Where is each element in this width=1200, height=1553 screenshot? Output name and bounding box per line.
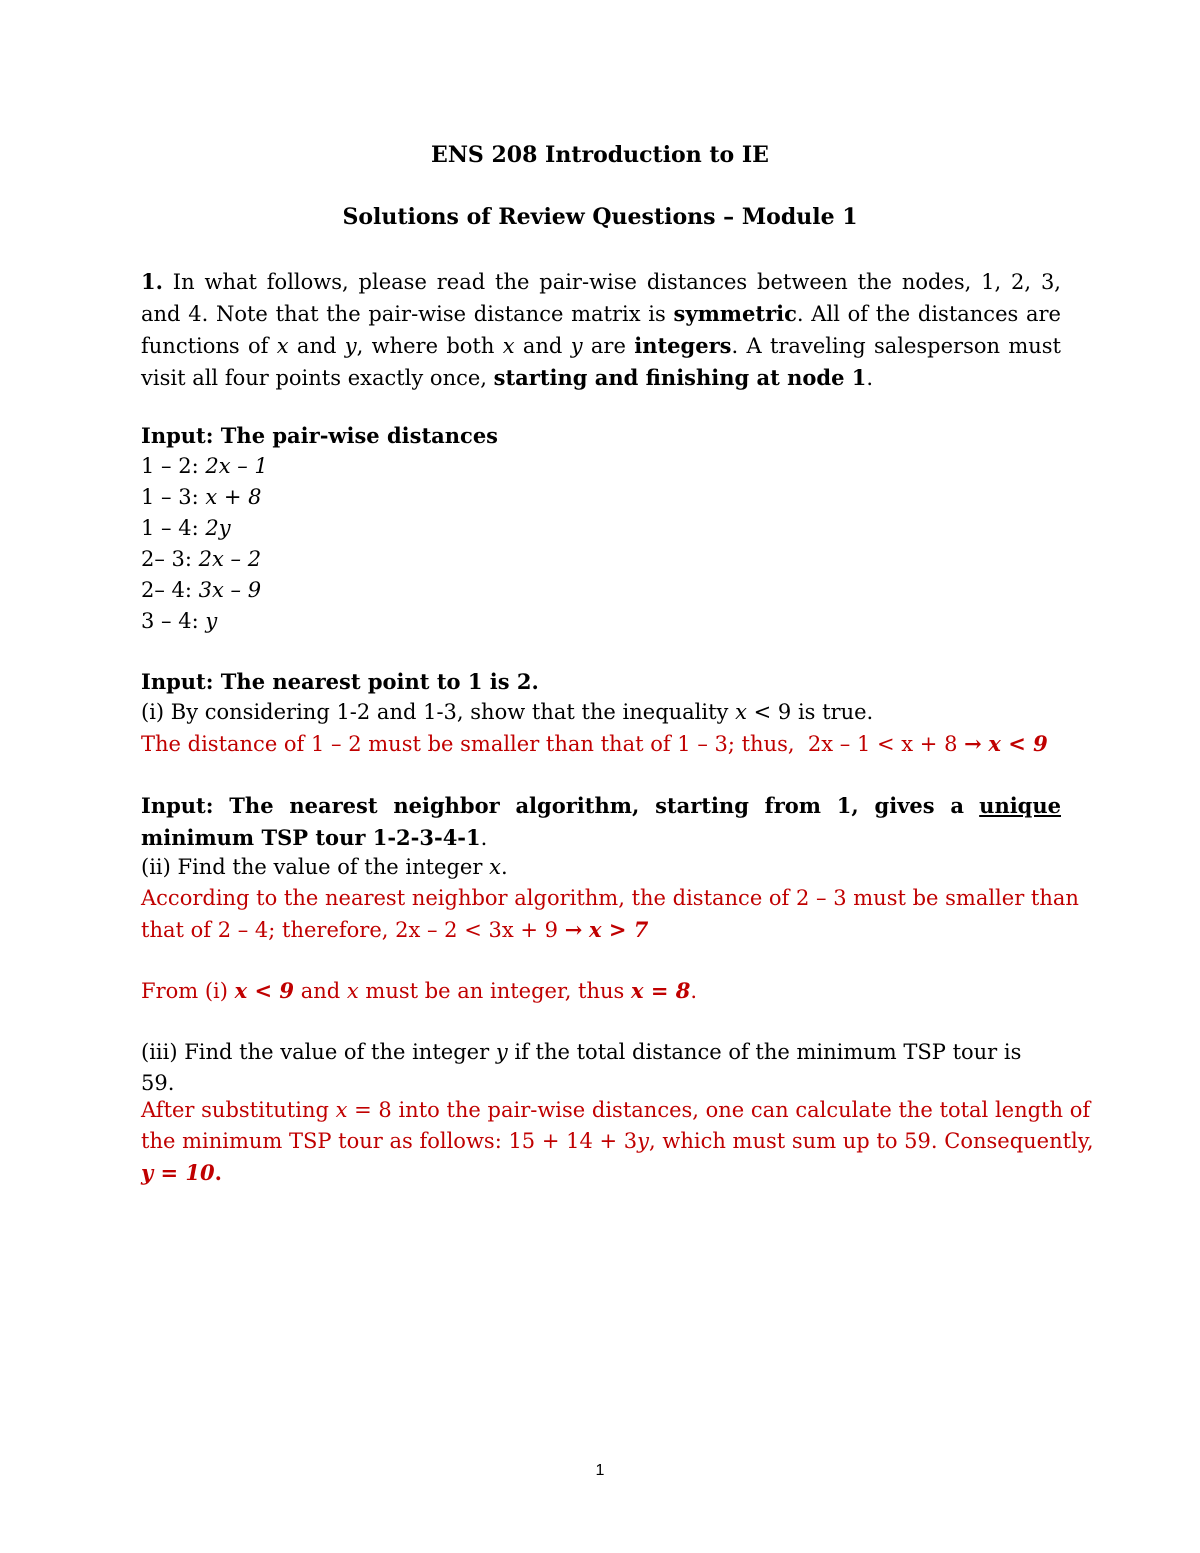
unique-term: unique — [979, 793, 1061, 818]
integers-term: integers — [634, 333, 732, 358]
start-finish-term: starting and finishing at node 1 — [493, 365, 867, 390]
nearest-heading: Input: The nearest point to 1 is 2. — [141, 669, 539, 694]
period: . — [866, 366, 874, 390]
question-i: (i) By considering 1-2 and 1-3, show that the inequality x < 9 is true. — [141, 700, 874, 724]
distance-item: 1 – 2: 2x – 1 — [141, 454, 268, 478]
intro-text-4: are — [590, 334, 626, 358]
distance-item: 1 – 3: x + 8 — [141, 485, 262, 509]
question-number: 1. — [141, 269, 163, 294]
var-y: y — [344, 334, 357, 358]
distance-item: 2– 3: 2x – 2 — [141, 547, 262, 571]
distance-item: 1 – 4: 2y — [141, 516, 231, 540]
var-x: x — [502, 334, 515, 358]
question-iii: (iii) Find the value of the integer y if the total distance of the minimum TSP tour is 59. — [141, 1040, 1022, 1095]
var-x: x — [276, 334, 289, 358]
intro-text-3: , where both — [356, 334, 495, 358]
and-word: and — [296, 334, 337, 358]
distances-section — [141, 420, 1061, 637]
answer-i: The distance of 1 – 2 must be smaller than that of 1 – 3; thus, 2x – 1 < x + 8 → x < 9 — [141, 731, 1048, 756]
document-subtitle: Solutions of Review Questions – Module 1 — [342, 204, 858, 230]
intro-text-1: In what follows, please read the pair-wise distances between the nodes, 1, 2, 3, and 4. Note that the pair-wise distance matrix is — [141, 270, 1061, 326]
nearest-point-section — [141, 666, 1061, 760]
distance-item: 3 – 4: y — [141, 609, 218, 633]
question-ii: (ii) Find the value of the integer x. — [141, 855, 508, 879]
symmetric-term: symmetric — [673, 301, 797, 326]
page-number: 1 — [595, 1462, 605, 1479]
distance-item: 2– 4: 3x – 9 — [141, 578, 262, 602]
question-ii-block — [141, 852, 1079, 946]
and-word: and — [522, 334, 563, 358]
question-1-intro — [141, 266, 1061, 394]
intro-text-2: . All of the distances are functions of — [141, 302, 1061, 358]
from-i-conclusion: From (i) x < 9 and x must be an integer, thus x = 8. — [141, 978, 698, 1003]
arrow-icon: → — [964, 731, 982, 756]
intro-text-5: . A traveling salesperson must visit all four points exactly once, — [141, 334, 1061, 390]
nearest-neighbor-heading: Input: The nearest neighbor algorithm, starting from 1, gives a unique minimum TSP tour 1-2-3-4-1. — [141, 793, 1061, 850]
distances-heading: Input: The pair-wise distances — [141, 423, 498, 448]
arrow-icon: → — [564, 917, 583, 942]
course-title: ENS 208 Introduction to IE — [431, 142, 769, 168]
answer-ii-line-1: According to the nearest neighbor algorithm, the distance of 2 – 3 must be smaller than — [141, 886, 1079, 910]
var-y: y — [570, 334, 583, 358]
answer-ii-line-2: that of 2 – 4; therefore, 2x – 2 < 3x + 9 → x > 7 — [141, 917, 649, 942]
answer-iii: After substituting x = 8 into the pair-wise distances, one can calculate the total length of the minimum TSP tour as follows: 15 + 14 + 3y, which must sum up to 59. Consequently, y = 10. — [141, 1098, 1094, 1185]
